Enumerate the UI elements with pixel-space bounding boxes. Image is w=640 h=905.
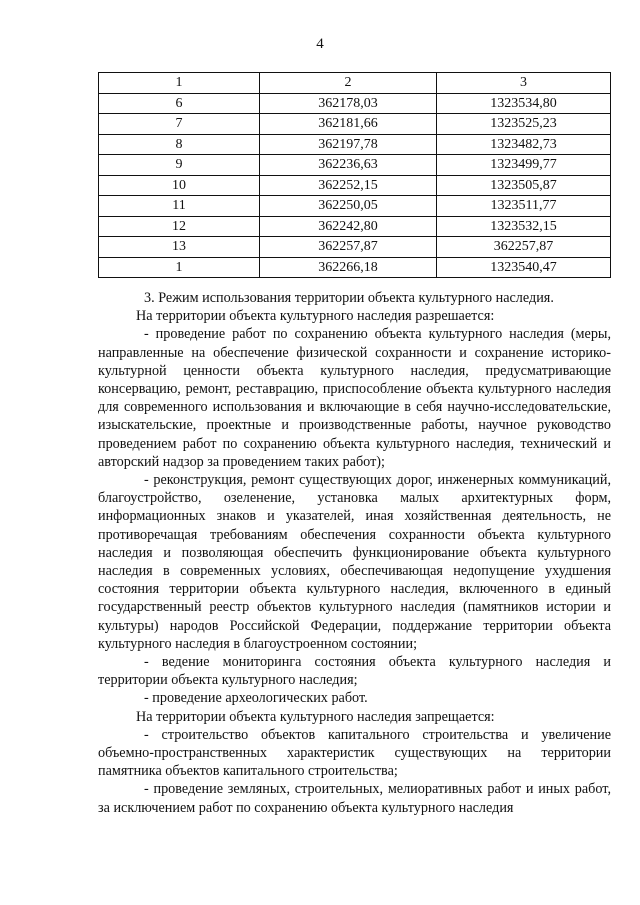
- paragraph-permitted-intro: На территории объекта культурного наследия разрешается:: [136, 308, 495, 325]
- cell-point-number: 12: [99, 216, 260, 237]
- cell-point-number: 10: [99, 175, 260, 196]
- paragraph-permitted-item-3: - ведение мониторинга состояния объекта культурного наследия и территории объекта культурного наследия;: [98, 654, 611, 689]
- cell-point-number: 13: [99, 237, 260, 258]
- table-row: [99, 114, 611, 135]
- paragraph-prohibited-intro: На территории объекта культурного наследия запрещается:: [136, 708, 495, 725]
- cell-y-coordinate: 1323534,80: [437, 93, 611, 114]
- document-body: [98, 289, 611, 817]
- header-cell-y: 3: [437, 73, 611, 94]
- coordinates-table-body: [99, 73, 611, 278]
- table-row: [99, 155, 611, 176]
- cell-y-coordinate: 1323499,77: [437, 155, 611, 176]
- table-row: [99, 216, 611, 237]
- table-row: [99, 237, 611, 258]
- table-row: [99, 93, 611, 114]
- paragraph-permitted-item-4: - проведение археологических работ.: [144, 690, 368, 707]
- cell-point-number: 11: [99, 196, 260, 217]
- table-row: [99, 134, 611, 155]
- table-row: [99, 175, 611, 196]
- cell-x-coordinate: 362178,03: [260, 93, 437, 114]
- cell-x-coordinate: 362257,87: [260, 237, 437, 258]
- coordinates-table: [98, 72, 611, 278]
- cell-y-coordinate: 1323540,47: [437, 257, 611, 278]
- paragraph-prohibited-item-2: - проведение земляных, строительных, мелиоративных работ и иных работ, за исключением работ по сохранению объекта культурного наследия: [98, 781, 611, 816]
- paragraph-permitted-item-1: - проведение работ по сохранению объекта культурного наследия (меры, направленные на обеспечение физической сохранности и сохранение историко-культурной ценности объекта культурного наследия, предусматривающие консервацию, ремонт, реставрацию, приспособление объекта культурного наследия для современного использования и включающие в себя научно-исследовательские, изыскательские, проектные и производственные работы, научное руководство проведением работ по сохранению объекта культурного наследия, технический и авторский надзор за проведением таких работ);: [98, 326, 611, 470]
- cell-x-coordinate: 362250,05: [260, 196, 437, 217]
- cell-y-coordinate: 1323505,87: [437, 175, 611, 196]
- cell-x-coordinate: 362236,63: [260, 155, 437, 176]
- cell-point-number: 8: [99, 134, 260, 155]
- cell-y-coordinate: 1323511,77: [437, 196, 611, 217]
- page-number: 4: [316, 36, 324, 52]
- cell-x-coordinate: 362197,78: [260, 134, 437, 155]
- cell-point-number: 1: [99, 257, 260, 278]
- paragraph-prohibited-item-1: - строительство объектов капитального строительства и увеличение объемно-пространственных характеристик существующих на территории памятника объектов капитального строительства;: [98, 726, 611, 780]
- cell-y-coordinate: 362257,87: [437, 237, 611, 258]
- cell-point-number: 7: [99, 114, 260, 135]
- table-row: [99, 196, 611, 217]
- header-cell-point: 1: [99, 73, 260, 94]
- cell-x-coordinate: 362252,15: [260, 175, 437, 196]
- section-heading: 3. Режим использования территории объекта культурного наследия.: [144, 290, 554, 306]
- cell-point-number: 9: [99, 155, 260, 176]
- cell-x-coordinate: 362242,80: [260, 216, 437, 237]
- paragraph-permitted-item-2: - реконструкция, ремонт существующих дорог, инженерных коммуникаций, благоустройство, озеленение, установка малых архитектурных форм, информационных знаков и указателей, иная хозяйственная деятельность, не противоречащая требованиям обеспечения сохранности объекта культурного наследия и позволяющая обеспечить функционирование объекта культурного наследия в современных условиях, обеспечивающая недопущение ухудшения состояния территории объекта культурного наследия, включенного в единый государственный реестр объектов культурного наследия (памятников истории и культуры) народов Российской Федерации, поддержание территории объекта культурного наследия в благоустроенном состоянии;: [98, 472, 611, 652]
- cell-x-coordinate: 362181,66: [260, 114, 437, 135]
- header-cell-x: 2: [260, 73, 437, 94]
- table-header-row: [99, 73, 611, 94]
- cell-y-coordinate: 1323482,73: [437, 134, 611, 155]
- cell-x-coordinate: 362266,18: [260, 257, 437, 278]
- cell-y-coordinate: 1323532,15: [437, 216, 611, 237]
- table-row: [99, 257, 611, 278]
- cell-y-coordinate: 1323525,23: [437, 114, 611, 135]
- cell-point-number: 6: [99, 93, 260, 114]
